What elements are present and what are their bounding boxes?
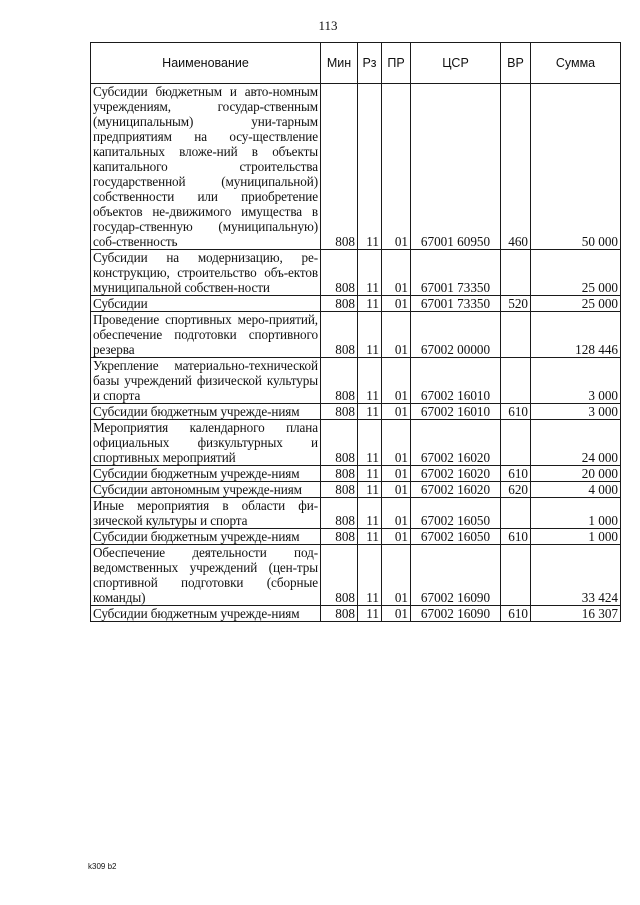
cell-sum: 128 446	[531, 312, 621, 358]
table-row	[91, 498, 621, 529]
cell-vr	[501, 545, 531, 606]
cell-min: 808	[321, 529, 358, 545]
cell-rz: 11	[358, 482, 382, 498]
cell-vr	[501, 250, 531, 296]
cell-csr: 67002 16010	[411, 358, 501, 404]
cell-rz: 11	[358, 466, 382, 482]
cell-pr: 01	[382, 358, 411, 404]
cell-name: Субсидии бюджетным учрежде-ниям	[91, 529, 321, 545]
table-row	[91, 466, 621, 482]
cell-pr: 01	[382, 545, 411, 606]
table-row	[91, 358, 621, 404]
cell-csr: 67002 16050	[411, 529, 501, 545]
cell-pr: 01	[382, 84, 411, 250]
cell-csr: 67002 16050	[411, 498, 501, 529]
cell-pr: 01	[382, 420, 411, 466]
column-header-csr: ЦСР	[411, 43, 501, 84]
cell-rz: 11	[358, 358, 382, 404]
cell-pr: 01	[382, 529, 411, 545]
cell-name: Субсидии на модернизацию, ре-конструкцию, строительство объ-ектов муниципальной собствен-ности	[91, 250, 321, 296]
cell-vr	[501, 312, 531, 358]
cell-sum: 25 000	[531, 250, 621, 296]
cell-min: 808	[321, 84, 358, 250]
cell-min: 808	[321, 466, 358, 482]
cell-vr: 610	[501, 466, 531, 482]
cell-name: Иные мероприятия в области фи-зической культуры и спорта	[91, 498, 321, 529]
cell-name: Обеспечение деятельности под-ведомственных учреждений (цен-тры спортивной подготовки (сборные команды)	[91, 545, 321, 606]
cell-sum: 1 000	[531, 498, 621, 529]
cell-vr: 610	[501, 404, 531, 420]
column-header-rz: Рз	[358, 43, 382, 84]
table-row	[91, 296, 621, 312]
cell-rz: 11	[358, 545, 382, 606]
cell-rz: 11	[358, 84, 382, 250]
cell-rz: 11	[358, 420, 382, 466]
cell-sum: 3 000	[531, 404, 621, 420]
cell-name: Субсидии бюджетным учрежде-ниям	[91, 466, 321, 482]
cell-pr: 01	[382, 482, 411, 498]
cell-vr: 610	[501, 606, 531, 622]
table-row	[91, 404, 621, 420]
cell-name: Мероприятия календарного плана официальных физкультурных и спортивных мероприятий	[91, 420, 321, 466]
cell-name: Субсидии бюджетным и авто-номным учреждениям, государ-ственным (муниципальным) уни-тарным предприятиям на осу-ществление капитальных вложе-ний в объекты капитального строительства государственной (муниципальной) собственности или приобретение объектов не-движимого имущества в государ-ственную (муниципальную) соб-ственность	[91, 84, 321, 250]
cell-rz: 11	[358, 404, 382, 420]
table-row	[91, 312, 621, 358]
page-number: 113	[318, 18, 338, 33]
cell-csr: 67001 73350	[411, 250, 501, 296]
cell-csr: 67002 16020	[411, 466, 501, 482]
cell-min: 808	[321, 312, 358, 358]
cell-rz: 11	[358, 529, 382, 545]
cell-rz: 11	[358, 498, 382, 529]
cell-sum: 50 000	[531, 84, 621, 250]
cell-min: 808	[321, 404, 358, 420]
cell-pr: 01	[382, 404, 411, 420]
cell-name: Субсидии	[91, 296, 321, 312]
cell-min: 808	[321, 482, 358, 498]
cell-vr: 620	[501, 482, 531, 498]
cell-sum: 20 000	[531, 466, 621, 482]
cell-pr: 01	[382, 250, 411, 296]
cell-vr: 520	[501, 296, 531, 312]
cell-csr: 67002 16020	[411, 482, 501, 498]
budget-table	[90, 42, 621, 622]
column-header-vr: ВР	[501, 43, 531, 84]
cell-pr: 01	[382, 498, 411, 529]
cell-sum: 4 000	[531, 482, 621, 498]
table-row	[91, 529, 621, 545]
cell-min: 808	[321, 420, 358, 466]
cell-name: Укрепление материально-технической базы учреждений физической культуры и спорта	[91, 358, 321, 404]
table-row	[91, 250, 621, 296]
cell-pr: 01	[382, 296, 411, 312]
cell-rz: 11	[358, 250, 382, 296]
cell-sum: 1 000	[531, 529, 621, 545]
cell-csr: 67002 16090	[411, 545, 501, 606]
cell-name: Проведение спортивных меро-приятий, обеспечение подготовки спортивного резерва	[91, 312, 321, 358]
cell-pr: 01	[382, 312, 411, 358]
cell-name: Субсидии бюджетным учрежде-ниям	[91, 606, 321, 622]
table-header-row	[91, 43, 621, 84]
column-header-pr: ПР	[382, 43, 411, 84]
cell-sum: 25 000	[531, 296, 621, 312]
cell-min: 808	[321, 250, 358, 296]
cell-vr	[501, 358, 531, 404]
cell-name: Субсидии бюджетным учрежде-ниям	[91, 404, 321, 420]
cell-sum: 3 000	[531, 358, 621, 404]
cell-sum: 33 424	[531, 545, 621, 606]
cell-csr: 67001 60950	[411, 84, 501, 250]
cell-name: Субсидии автономным учрежде-ниям	[91, 482, 321, 498]
cell-csr: 67002 16090	[411, 606, 501, 622]
table-row	[91, 545, 621, 606]
table-row	[91, 84, 621, 250]
cell-vr: 460	[501, 84, 531, 250]
cell-rz: 11	[358, 296, 382, 312]
column-header-min: Мин	[321, 43, 358, 84]
cell-sum: 24 000	[531, 420, 621, 466]
cell-pr: 01	[382, 606, 411, 622]
cell-min: 808	[321, 358, 358, 404]
cell-csr: 67002 16010	[411, 404, 501, 420]
cell-pr: 01	[382, 466, 411, 482]
cell-rz: 11	[358, 312, 382, 358]
cell-csr: 67002 00000	[411, 312, 501, 358]
column-header-name: Наименование	[91, 43, 321, 84]
cell-vr	[501, 420, 531, 466]
cell-min: 808	[321, 545, 358, 606]
cell-rz: 11	[358, 606, 382, 622]
table-row	[91, 482, 621, 498]
cell-vr: 610	[501, 529, 531, 545]
cell-csr: 67001 73350	[411, 296, 501, 312]
cell-csr: 67002 16020	[411, 420, 501, 466]
table-row	[91, 420, 621, 466]
cell-vr	[501, 498, 531, 529]
cell-sum: 16 307	[531, 606, 621, 622]
cell-min: 808	[321, 606, 358, 622]
table-row	[91, 606, 621, 622]
cell-min: 808	[321, 296, 358, 312]
column-header-sum: Сумма	[531, 43, 621, 84]
footer-code: k309 b2	[88, 862, 117, 871]
cell-min: 808	[321, 498, 358, 529]
